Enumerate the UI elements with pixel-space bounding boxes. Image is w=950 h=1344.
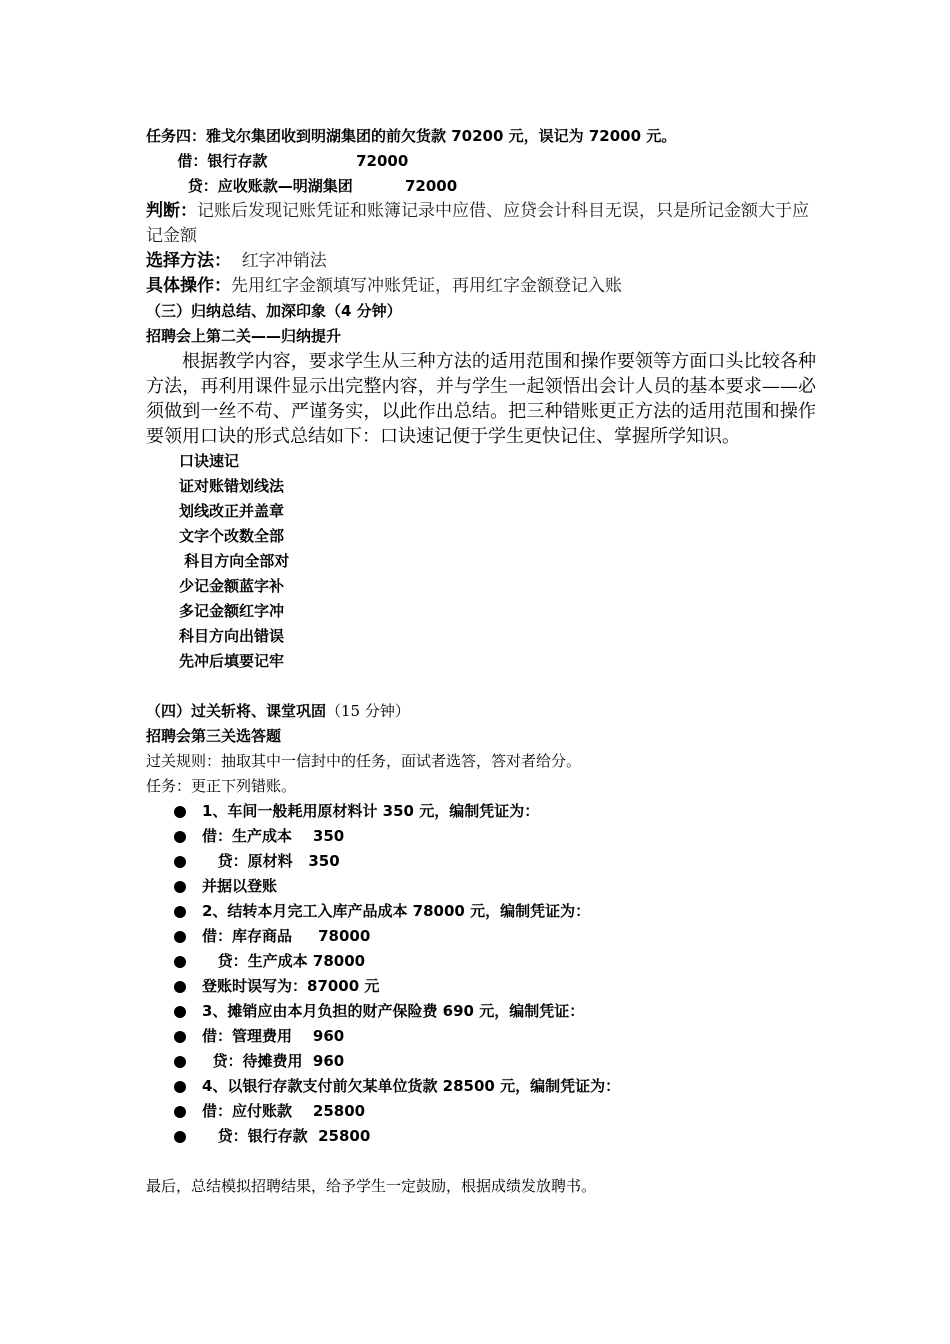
list-item — [174, 1049, 816, 1074]
list-item-text: 登账时误写为：87000 元 — [202, 977, 380, 995]
closing-text: 最后，总结模拟招聘结果，给予学生一定鼓励，根据成绩发放聘书。 — [146, 1177, 597, 1195]
method-text: 红字冲销法 — [231, 251, 327, 271]
mnemonic-line: 文字个改数全部 — [179, 527, 285, 545]
list-item — [174, 849, 816, 874]
bullet-icon — [174, 806, 186, 818]
bullet-icon — [174, 906, 186, 918]
list-item-text: 1、车间一般耗用原材料计 350 元，编制凭证为： — [202, 802, 540, 820]
bullet-icon — [174, 956, 186, 968]
list-item — [174, 949, 816, 974]
bullet-icon — [174, 1081, 186, 1093]
list-item — [174, 924, 816, 949]
mnemonic-line: 科目方向全部对 — [179, 552, 290, 570]
bullet-icon — [174, 831, 186, 843]
bullet-icon — [174, 981, 186, 993]
section4-heading-duration: （15 分钟） — [326, 702, 410, 720]
list-item — [174, 974, 816, 999]
bullet-icon — [174, 1131, 186, 1143]
bullet-icon — [174, 881, 186, 893]
mnemonic-line: 多记金额红字冲 — [179, 602, 285, 620]
list-item — [174, 1099, 816, 1124]
operation-line — [146, 274, 816, 299]
list-item-text: 2、结转本月完工入库产品成本 78000 元，编制凭证为： — [202, 902, 591, 920]
task4-title: 任务四：雅戈尔集团收到明湖集团的前欠货款 70200 元，误记为 72000 元。 — [146, 127, 677, 145]
bullet-icon — [174, 931, 186, 943]
bullet-icon — [174, 1106, 186, 1118]
list-item — [174, 1024, 816, 1049]
section3-paragraph: 根据教学内容，要求学生从三种方法的适用范围和操作要领等方面口头比较各种方法，再利用课件显示出完整内容，并与学生一起领悟出会计人员的基本要求——必须做到一丝不苟、严谨务实，以此作出总结。把三种错账更正方法的适用范围和操作要领用口诀的形式总结如下：口诀速记便于学生更快记住、掌握所学知识。 — [146, 351, 816, 447]
list-item — [174, 1124, 816, 1149]
list-item — [174, 899, 816, 924]
method-label: 选择方法： — [146, 251, 231, 271]
list-item — [174, 999, 816, 1024]
list-item — [174, 799, 816, 824]
task-instruction: 任务：更正下列错账。 — [146, 777, 297, 795]
operation-label: 具体操作： — [146, 276, 231, 296]
list-item — [174, 874, 816, 899]
bullet-icon — [174, 1006, 186, 1018]
list-item-text: 贷：银行存款 25800 — [202, 1127, 371, 1145]
list-item-text: 并据以登账 — [202, 877, 278, 895]
pass-rule: 过关规则：抽取其中一信封中的任务，面试者选答，答对者给分。 — [146, 752, 582, 770]
list-item — [174, 1074, 816, 1099]
judge-label: 判断： — [146, 201, 197, 221]
mnemonic-line: 科目方向出错误 — [179, 627, 285, 645]
bullet-icon — [174, 1056, 186, 1068]
list-item-text: 借：管理费用 960 — [202, 1027, 345, 1045]
list-item-text: 4、以银行存款支付前欠某单位货款 28500 元，编制凭证为： — [202, 1077, 621, 1095]
mnemonic-list — [146, 449, 816, 674]
section4-subheading: 招聘会第三关选答题 — [146, 727, 282, 745]
mnemonic-line: 口诀速记 — [179, 452, 240, 470]
list-item — [174, 824, 816, 849]
mnemonic-line: 少记金额蓝字补 — [179, 577, 285, 595]
judge-line — [146, 199, 816, 249]
mnemonic-line: 先冲后填要记牢 — [179, 652, 285, 670]
section3-subheading: 招聘会上第二关——归纳提升 — [146, 327, 342, 345]
list-item-text: 借：生产成本 350 — [202, 827, 345, 845]
section4-heading-bold: （四）过关斩将、课堂巩固 — [146, 702, 327, 720]
list-item-text: 借：库存商品 78000 — [202, 927, 371, 945]
section4-heading — [146, 699, 816, 724]
list-item-text: 3、摊销应由本月负担的财产保险费 690 元，编制凭证： — [202, 1002, 585, 1020]
mnemonic-line: 划线改正并盖章 — [179, 502, 285, 520]
task4-credit-entry: 贷：应收账款—明湖集团 72000 — [146, 177, 458, 195]
list-item-text: 贷：原材料 350 — [202, 852, 340, 870]
section3-heading: （三）归纳总结、加深印象（4 分钟） — [146, 302, 402, 320]
spacer — [146, 674, 816, 699]
list-item-text: 贷：待摊费用 960 — [202, 1052, 345, 1070]
document-body — [146, 124, 816, 1199]
bullet-list — [146, 799, 816, 1149]
bullet-icon — [174, 856, 186, 868]
list-item-text: 贷：生产成本 78000 — [202, 952, 366, 970]
operation-text: 先用红字金额填写冲账凭证，再用红字金额登记入账 — [231, 276, 622, 296]
task4-debit-entry: 借：银行存款 72000 — [146, 152, 409, 170]
judge-text: 记账后发现记账凭证和账簿记录中应借、应贷会计科目无误，只是所记金额大于应记金额 — [146, 201, 809, 246]
list-item-text: 借：应付账款 25800 — [202, 1102, 366, 1120]
spacer — [146, 1149, 816, 1174]
bullet-icon — [174, 1031, 186, 1043]
method-line — [146, 249, 816, 274]
mnemonic-line: 证对账错划线法 — [179, 477, 285, 495]
